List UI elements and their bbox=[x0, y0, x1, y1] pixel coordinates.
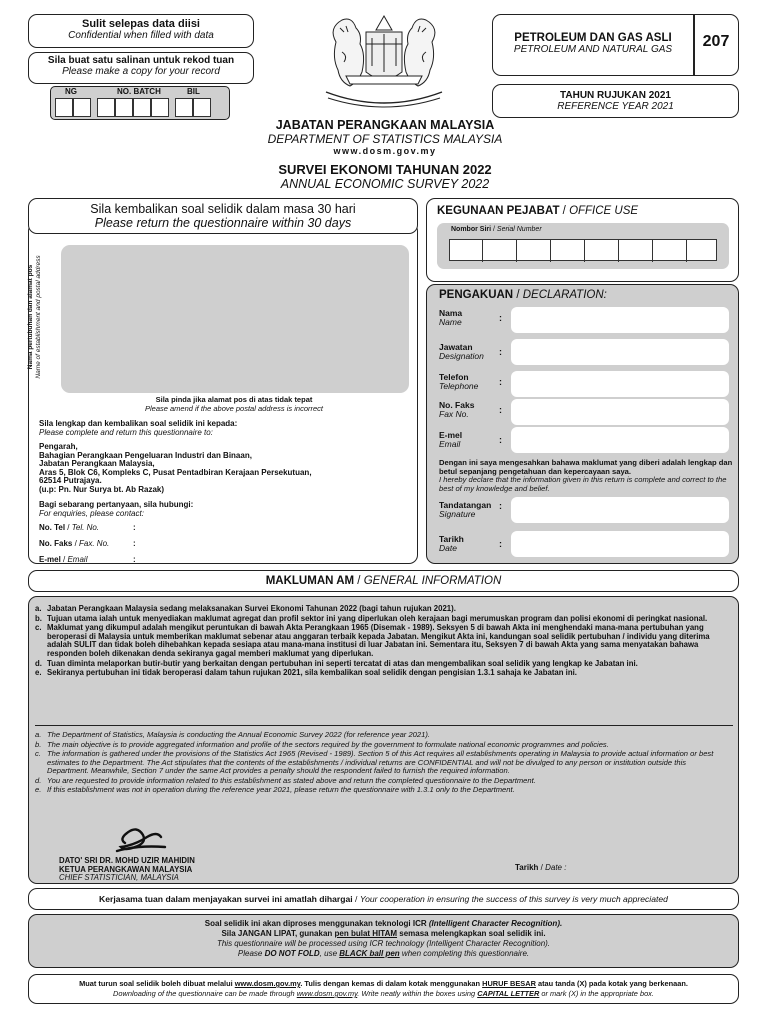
info-list-ms: a. Jabatan Perangkaan Malaysia sedang melaksanakan Survei Ekonomi Tahunan 2022 (bagi tahun rujukan 2021). b. Tujuan utama ialah untuk menyediakan maklumat agregat dan profil sektor ini yang diperlukan oleh kerajaan bagi merumuskan program dan polisi ekonomi di peringkat nasional. c. Maklumat yang dikumpul adalah mengikut peruntukan di bawah Akta Perangkaan 1965 (Disemak - 1989). Seksyen 5 di bawah Akta ini menghendaki mana-mana pertubuhan yang beroperasi di Malaysia untuk memberikan maklumat sebenar atau anggaran terbaik kepada Jabatan. Mengikut Akta ini, kandungan soal selidik pertubuhan / individu yang diterima adalah SULIT dan tidak boleh dihebahkan kepada sesiapa atau mana-mana institusi di luar Jabatan ini. Sementara itu, Seksyen 7 di bawah Akta yang sama menyatakan bahawa responden boleh dikenakan denda sekiranya gagal memberi maklumat yang diperlukan. d. Tuan diminta melaporkan butir-butir yang berkaitan dengan pertubuhan ini seperti tercatat di atas dan mengembalikan soal selidik yang lengkap ke Jabatan ini. e. Sekiranya pertubuhan ini tidak beroperasi dalam tahun rujukan 2021, sila kembalikan soal selidik dengan pengisian 1.3.1 sahaja ke Jabatan ini. bbox=[35, 604, 710, 678]
decl-name-label: Nama Name bbox=[439, 308, 463, 327]
general-info-header: MAKLUMAN AM / GENERAL INFORMATION bbox=[28, 570, 739, 592]
survey-title-ms: SURVEI EKONOMI TAHUNAN 2022 bbox=[278, 162, 492, 177]
ref-year-en: REFERENCE YEAR 2021 bbox=[557, 101, 674, 112]
decl-fax-label: No. Faks Fax No. bbox=[439, 400, 475, 419]
info-list-en: a. The Department of Statistics, Malaysia is conducting the Annual Economic Survey 2022 (for reference year 2021). b. The main objective is to provide aggregated information and profile of the sectors required by the government to formulate national economic programmes and policies. c. The information is gathered under the provisions of the Statistics Act 1965 (Revised - 1989). Section 5 of this Act requires all establishments operating in Malaysia to provide actual information or best estimates to the Department. The Act stipulates that the contents of the establishments / individual returns are CONFIDENTIAL and will not be divulged to any person or institution outside this Department. Meanwhile, Section 7 under the same Act provides a penalty should the respondent failed to furnish the required information. d. You are requested to provide information related to this establishment as stated above and return the completed questionnaire to the Department. e. If this establishment was not in operation during the reference year 2021, please return the questionnaire with 1.3.1 only to the Department. bbox=[35, 730, 714, 794]
return-address: Pengarah, Bahagian Perangkaan Pengeluaran Industri dan Binaan, Jabatan Perangkaan Malaysia, Aras 5, Blok C6, Kompleks C, Pusat Pentadbiran Kerajaan Persekutuan, 62514 Putrajaya. (u.p: Pn. Nur Surya bt. Ab Razak) bbox=[39, 442, 312, 494]
decl-designation-label: Jawatan Designation bbox=[439, 342, 484, 361]
download-link-ms[interactable]: www.dosm.gov.my bbox=[234, 979, 301, 988]
bil-box-2[interactable] bbox=[193, 98, 211, 117]
decl-date-input[interactable] bbox=[511, 531, 729, 557]
copy-en: Please make a copy for your record bbox=[62, 66, 220, 77]
batch-box-4[interactable] bbox=[151, 98, 169, 117]
batch-label-bil: BIL bbox=[187, 87, 200, 96]
confidential-ms: Sulit selepas data diisi bbox=[82, 18, 200, 30]
decl-name-input[interactable] bbox=[511, 307, 729, 333]
enquiry-en: For enquiries, please contact: bbox=[39, 509, 144, 518]
amend-ms: Sila pinda jika alamat pos di atas tidak tepat bbox=[155, 395, 313, 404]
dept-url[interactable]: www.dosm.gov.my bbox=[333, 146, 437, 156]
survey-type-ms: PETROLEUM DAN GAS ASLI bbox=[514, 32, 672, 44]
bil-box-1[interactable] bbox=[175, 98, 193, 117]
signatory-title-en: CHIEF STATISTICIAN, MALAYSIA bbox=[59, 873, 179, 883]
decl-telephone-input[interactable] bbox=[511, 371, 729, 397]
dept-ms: JABATAN PERANGKAAN MALAYSIA bbox=[275, 118, 495, 132]
confidential-en: Confidential when filled with data bbox=[68, 30, 214, 41]
signatory-block bbox=[59, 857, 195, 883]
decl-email-label: E-mel Email bbox=[439, 430, 463, 449]
survey-type-box bbox=[492, 14, 739, 76]
complete-ms: Sila lengkap dan kembalikan soal selidik ini kepada: bbox=[39, 419, 238, 428]
declaration-box: PENGAKUAN / DECLARATION: Nama Name : Jawatan Designation : Telefon Telephone : No. Faks Fax No. : E-mel Email : Dengan ini saya mengesahkan bahawa maklumat yang diberi adalah lengkap dan betul sepanjang pengetahuan dan kepercayaan saya. I hereby declare that the information given in this return is complete and correct to the best of my knowledge and belief. Tandatangan Signature : Tarikh Date : bbox=[426, 284, 739, 564]
signatory-title-ms: KETUA PERANGKAWAN MALAYSIA bbox=[59, 864, 193, 874]
return-notice-box bbox=[28, 198, 418, 234]
signatory-date: Tarikh / Date : bbox=[515, 863, 567, 872]
batch-label-ng: NG bbox=[65, 87, 77, 96]
batch-box-3[interactable] bbox=[133, 98, 151, 117]
coat-of-arms-emblem bbox=[306, 12, 462, 108]
reference-year-box bbox=[492, 84, 739, 118]
return-en: Please return the questionnaire within 30 days bbox=[94, 216, 352, 230]
office-title: KEGUNAAN PEJABAT / OFFICE USE bbox=[437, 205, 639, 217]
serial-number-field[interactable] bbox=[449, 239, 717, 261]
decl-date-label: Tarikh Date bbox=[439, 534, 464, 553]
batch-box-1[interactable] bbox=[97, 98, 115, 117]
decl-designation-input[interactable] bbox=[511, 339, 729, 365]
office-use-box bbox=[426, 198, 739, 282]
survey-type-en: PETROLEUM AND NATURAL GAS bbox=[513, 44, 673, 55]
return-ms: Sila kembalikan soal selidik dalam masa 30 hari bbox=[90, 202, 356, 216]
ng-box-1[interactable] bbox=[55, 98, 73, 117]
icr-notice-box: Soal selidik ini akan diproses menggunakan teknologi ICR (Intelligent Character Recognition). Sila JANGAN LIPAT, gunakan pen bulat HITAM semasa melengkapkan soal selidik ini. This questionnaire will be processed using ICR technology (Intelligent Character Recognition). Please DO NOT FOLD, use BLACK ball pen when completing this questionnaire. bbox=[28, 914, 739, 968]
dept-en: DEPARTMENT OF STATISTICS MALAYSIA bbox=[267, 132, 503, 146]
serial-number-panel: Nombor Siri / Serial Number bbox=[437, 223, 729, 269]
general-info-panel bbox=[28, 596, 739, 884]
complete-en: Please complete and return this questionnaire to: bbox=[39, 428, 213, 437]
batch-box-2[interactable] bbox=[115, 98, 133, 117]
decl-signature-label: Tandatangan Signature bbox=[439, 500, 492, 519]
batch-label-batch: NO. BATCH bbox=[117, 87, 161, 96]
decl-telephone-label: Telefon Telephone bbox=[439, 372, 479, 391]
signature-image bbox=[111, 821, 171, 855]
copy-ms: Sila buat satu salinan untuk rekod tuan bbox=[47, 55, 235, 66]
postal-address-field[interactable] bbox=[61, 245, 409, 393]
department-heading bbox=[200, 118, 570, 191]
copy-box bbox=[28, 52, 254, 84]
survey-title-en: ANNUAL ECONOMIC SURVEY 2022 bbox=[280, 177, 490, 191]
declaration-title: PENGAKUAN / DECLARATION: bbox=[439, 289, 607, 301]
contact-list: No. Tel / Tel. No. : No. Faks / Fax. No. : E-mel / Email : bbox=[39, 523, 136, 564]
decl-signature-input[interactable] bbox=[511, 497, 729, 523]
ref-year-ms: TAHUN RUJUKAN 2021 bbox=[560, 90, 671, 101]
cooperation-box: Kerjasama tuan dalam menjayakan survei ini amatlah dihargai / Your cooperation in ensuring the success of this survey is very much appreciated bbox=[28, 888, 739, 910]
declaration-statement: Dengan ini saya mengesahkan bahawa maklumat yang diberi adalah lengkap dan betul sepanjang pengetahuan dan kepercayaan saya. I hereby declare that the information given in this return is complete and correct to the best of my knowledge and belief. bbox=[439, 458, 733, 493]
ng-box-2[interactable] bbox=[73, 98, 91, 117]
decl-fax-input[interactable] bbox=[511, 399, 729, 425]
survey-code: 207 bbox=[702, 33, 730, 50]
batch-box bbox=[50, 86, 230, 120]
signatory-name: DATO' SRI DR. MOHD UZIR MAHIDIN bbox=[59, 856, 195, 865]
address-side-label: Nama pertubuhan dan alamat pos Name of establishment and postal address bbox=[27, 255, 42, 379]
address-panel bbox=[28, 222, 418, 564]
enquiry-ms: Bagi sebarang pertanyaan, sila hubungi: bbox=[39, 500, 194, 509]
download-notice-box: Muat turun soal selidik boleh dibuat melalui www.dosm.gov.my. Tulis dengan kemas di dalam kotak menggunakan HURUF BESAR atau tanda (X) pada kotak yang berkenaan. Downloading of the questionnaire can be made through www.dosm.gov.my. Write neatly within the boxes using CAPITAL LETTER or mark (X) in the appropriate box. bbox=[28, 974, 739, 1004]
decl-email-input[interactable] bbox=[511, 427, 729, 453]
amend-en: Please amend if the above postal address is incorrect bbox=[144, 404, 323, 413]
confidential-box bbox=[28, 14, 254, 48]
download-link-en[interactable]: www.dosm.gov.my bbox=[296, 989, 358, 998]
